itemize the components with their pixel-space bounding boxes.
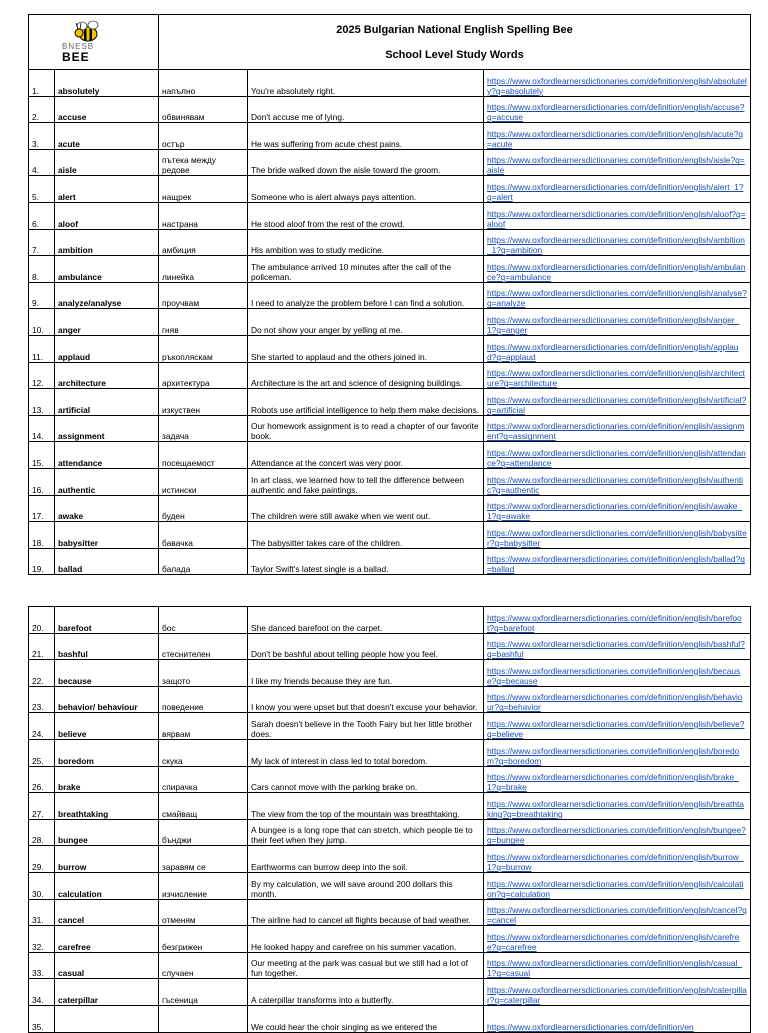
table-row	[29, 660, 751, 687]
logo-big-text: BEE	[62, 50, 90, 64]
spelling-word: bashful	[55, 633, 159, 660]
dictionary-link[interactable]: https://www.oxfordlearnersdictionaries.com/definition/english/authentic?q=authentic	[487, 474, 744, 495]
example-sentence: I know you were upset but that doesn't excuse your behavior.	[248, 686, 484, 713]
dictionary-link[interactable]: https://www.oxfordlearnersdictionaries.com/definition/english/bungee?q=bungee	[487, 825, 746, 846]
dictionary-link-cell	[484, 256, 751, 283]
dictionary-link-cell	[484, 362, 751, 389]
spelling-word: bungee	[55, 819, 159, 846]
example-sentence: A caterpillar transforms into a butterfly.	[248, 979, 484, 1006]
example-sentence: The bride walked down the aisle toward the groom.	[248, 149, 484, 176]
example-sentence: Someone who is alert always pays attention.	[248, 176, 484, 203]
logo-cell	[29, 15, 159, 70]
table-row	[29, 123, 751, 150]
bulgarian-translation: вярвам	[159, 713, 248, 740]
row-number: 33.	[29, 952, 55, 979]
spelling-word: aisle	[55, 149, 159, 176]
dictionary-link-cell	[484, 686, 751, 713]
dictionary-link[interactable]: https://www.oxfordlearnersdictionaries.com/definition/english/brake_1?q=brake	[487, 772, 739, 793]
dictionary-link[interactable]: https://www.oxfordlearnersdictionaries.com/definition/english/cancel?q=cancel	[487, 905, 747, 926]
dictionary-link[interactable]: https://www.oxfordlearnersdictionaries.com/definition/english/acute?q=acute	[487, 128, 744, 149]
header-row	[29, 15, 751, 70]
example-sentence: She started to applaud and the others joined in.	[248, 335, 484, 362]
example-sentence: He was suffering from acute chest pains.	[248, 123, 484, 150]
bulgarian-translation: случаен	[159, 952, 248, 979]
bulgarian-translation: спирачка	[159, 766, 248, 793]
table-row	[29, 415, 751, 442]
page-title: 2025 Bulgarian National English Spelling Bee	[336, 23, 573, 36]
row-number: 26.	[29, 766, 55, 793]
spelling-word: babysitter	[55, 522, 159, 549]
table-row	[29, 495, 751, 522]
example-sentence: You're absolutely right.	[248, 70, 484, 97]
bulgarian-translation: заравям се	[159, 846, 248, 873]
table-row	[29, 256, 751, 283]
example-sentence: Architecture is the art and science of designing buildings.	[248, 362, 484, 389]
example-sentence: The ambulance arrived 10 minutes after the call of the policeman.	[248, 256, 484, 283]
spelling-word: architecture	[55, 362, 159, 389]
spelling-word: acute	[55, 123, 159, 150]
example-sentence: A bungee is a long rope that can stretch, which people tie to their feet when they jump.	[248, 819, 484, 846]
dictionary-link[interactable]: https://www.oxfordlearnersdictionaries.com/definition/english/attendance?q=attendance	[487, 447, 746, 468]
dictionary-link-cell	[484, 229, 751, 256]
row-number: 34.	[29, 979, 55, 1006]
word-table-2	[28, 606, 751, 1033]
dictionary-link[interactable]: https://www.oxfordlearnersdictionaries.com/definition/english/assignment?q=assignment	[487, 421, 745, 442]
spelling-word: artificial	[55, 389, 159, 416]
spelling-word: assignment	[55, 415, 159, 442]
row-number: 30.	[29, 872, 55, 899]
spelling-word: authentic	[55, 468, 159, 495]
row-number: 4.	[29, 149, 55, 176]
dictionary-link[interactable]: https://www.oxfordlearnersdictionaries.com/definition/en	[487, 1021, 694, 1032]
dictionary-link-cell	[484, 415, 751, 442]
table-row	[29, 1005, 751, 1032]
table-row	[29, 793, 751, 820]
spelling-word: casual	[55, 952, 159, 979]
spelling-word: barefoot	[55, 607, 159, 634]
example-sentence: I like my friends because they are fun.	[248, 660, 484, 687]
example-sentence: He stood aloof from the rest of the crowd.	[248, 202, 484, 229]
example-sentence: Earthworms can burrow deep into the soil.	[248, 846, 484, 873]
example-sentence: In art class, we learned how to tell the difference between authentic and fake paintings.	[248, 468, 484, 495]
dictionary-link-cell	[484, 739, 751, 766]
bulgarian-translation: линейка	[159, 256, 248, 283]
dictionary-link-cell	[484, 952, 751, 979]
row-number: 9.	[29, 282, 55, 309]
dictionary-link[interactable]: https://www.oxfordlearnersdictionaries.com/definition/english/applaud?q=applaud	[487, 341, 739, 362]
dictionary-link-cell	[484, 713, 751, 740]
bulgarian-translation: настрана	[159, 202, 248, 229]
bulgarian-translation: задача	[159, 415, 248, 442]
bulgarian-translation: истински	[159, 468, 248, 495]
example-sentence: The children were still awake when we went out.	[248, 495, 484, 522]
dictionary-link[interactable]: https://www.oxfordlearnersdictionaries.com/definition/english/calculation?q=calculation	[487, 878, 744, 899]
table-row	[29, 335, 751, 362]
dictionary-link[interactable]: https://www.oxfordlearnersdictionaries.com/definition/english/absolutely?q=absolutely	[487, 75, 747, 96]
spelling-word: aloof	[55, 202, 159, 229]
bulgarian-translation: стеснителен	[159, 633, 248, 660]
row-number: 24.	[29, 713, 55, 740]
dictionary-link[interactable]: https://www.oxfordlearnersdictionaries.com/definition/english/awake_1?q=awake	[487, 501, 743, 522]
dictionary-link[interactable]: https://www.oxfordlearnersdictionaries.com/definition/english/casual_1?q=casual	[487, 958, 743, 979]
row-number: 19.	[29, 548, 55, 575]
dictionary-link-cell	[484, 548, 751, 575]
dictionary-link-cell	[484, 899, 751, 926]
example-sentence: The view from the top of the mountain was breathtaking.	[248, 793, 484, 820]
dictionary-link-cell	[484, 660, 751, 687]
row-number: 7.	[29, 229, 55, 256]
bulgarian-translation: изкуствен	[159, 389, 248, 416]
title-cell	[159, 15, 751, 70]
table-row	[29, 686, 751, 713]
example-sentence: He looked happy and carefree on his summer vacation.	[248, 926, 484, 953]
table-row	[29, 766, 751, 793]
bulgarian-translation: гняв	[159, 309, 248, 336]
bulgarian-translation: безгрижен	[159, 926, 248, 953]
bulgarian-translation: буден	[159, 495, 248, 522]
dictionary-link-cell	[484, 819, 751, 846]
spelling-word: accuse	[55, 96, 159, 123]
dictionary-link[interactable]: https://www.oxfordlearnersdictionaries.com/definition/english/caterpillar?q=caterpillar	[487, 984, 747, 1005]
dictionary-link[interactable]: https://www.oxfordlearnersdictionaries.com/definition/english/carefree?q=carefree	[487, 931, 740, 952]
bulgarian-translation: гъсеница	[159, 979, 248, 1006]
example-sentence: Don't accuse me of lying.	[248, 96, 484, 123]
bulgarian-translation: ръкопляскам	[159, 335, 248, 362]
spelling-word: carefree	[55, 926, 159, 953]
bulgarian-translation: амбиция	[159, 229, 248, 256]
row-number: 3.	[29, 123, 55, 150]
example-sentence: We could hear the choir singing as we entered the	[248, 1005, 484, 1032]
dictionary-link[interactable]: https://www.oxfordlearnersdictionaries.com/definition/english/anger_1?q=anger	[487, 314, 740, 335]
dictionary-link-cell	[484, 176, 751, 203]
dictionary-link[interactable]: https://www.oxfordlearnersdictionaries.com/definition/english/breathtaking?q=breathtaking	[487, 798, 744, 819]
spelling-word: caterpillar	[55, 979, 159, 1006]
example-sentence: Cars cannot move with the parking brake on.	[248, 766, 484, 793]
spelling-word: breathtaking	[55, 793, 159, 820]
bulgarian-translation: нащрек	[159, 176, 248, 203]
spelling-word: absolutely	[55, 70, 159, 97]
example-sentence: The airline had to cancel all flights because of bad weather.	[248, 899, 484, 926]
table-row	[29, 282, 751, 309]
dictionary-link[interactable]: https://www.oxfordlearnersdictionaries.com/definition/english/because?q=because	[487, 665, 741, 686]
word-table-1	[28, 14, 751, 575]
bulgarian-translation: смайващ	[159, 793, 248, 820]
spelling-word	[55, 1005, 159, 1032]
bulgarian-translation: бънджи	[159, 819, 248, 846]
dictionary-link-cell	[484, 793, 751, 820]
row-number: 8.	[29, 256, 55, 283]
table-row	[29, 442, 751, 469]
spelling-word: brake	[55, 766, 159, 793]
spelling-word: awake	[55, 495, 159, 522]
dictionary-link-cell	[484, 96, 751, 123]
bulgarian-translation: проучвам	[159, 282, 248, 309]
dictionary-link-cell	[484, 633, 751, 660]
dictionary-link[interactable]: https://www.oxfordlearnersdictionaries.com/definition/english/bashful?q=bashful	[487, 639, 745, 660]
bulgarian-translation: отменям	[159, 899, 248, 926]
row-number: 15.	[29, 442, 55, 469]
dictionary-link-cell	[484, 282, 751, 309]
dictionary-link-cell	[484, 979, 751, 1006]
dictionary-link[interactable]: https://www.oxfordlearnersdictionaries.com/definition/english/aloof?q=aloof	[487, 208, 746, 229]
dictionary-link[interactable]: https://www.oxfordlearnersdictionaries.com/definition/english/artificial?q=artificial	[487, 394, 747, 415]
dictionary-link-cell	[484, 123, 751, 150]
dictionary-link-cell	[484, 335, 751, 362]
table-row	[29, 176, 751, 203]
spelling-word: applaud	[55, 335, 159, 362]
spelling-word: ambulance	[55, 256, 159, 283]
dictionary-link-cell	[484, 468, 751, 495]
table-row	[29, 607, 751, 634]
spelling-word: alert	[55, 176, 159, 203]
table-row	[29, 229, 751, 256]
logo-small-text: BNESB	[62, 42, 95, 51]
table-row	[29, 739, 751, 766]
bulgarian-translation: изчисление	[159, 872, 248, 899]
dictionary-link[interactable]: https://www.oxfordlearnersdictionaries.com/definition/english/ballad?q=ballad	[487, 554, 745, 575]
dictionary-link[interactable]: https://www.oxfordlearnersdictionaries.com/definition/english/boredom?q=boredom	[487, 745, 740, 766]
spelling-word: ambition	[55, 229, 159, 256]
bulgarian-translation: бос	[159, 607, 248, 634]
spelling-word: cancel	[55, 899, 159, 926]
example-sentence: I need to analyze the problem before I can find a solution.	[248, 282, 484, 309]
bulgarian-translation	[159, 1005, 248, 1032]
row-number: 20.	[29, 607, 55, 634]
bulgarian-translation: обвинявам	[159, 96, 248, 123]
dictionary-link-cell	[484, 607, 751, 634]
table-row	[29, 522, 751, 549]
table-row	[29, 362, 751, 389]
table-row	[29, 70, 751, 97]
dictionary-link-cell	[484, 1005, 751, 1032]
spelling-word: boredom	[55, 739, 159, 766]
table-row	[29, 872, 751, 899]
bee-logo	[32, 16, 155, 68]
table-row	[29, 713, 751, 740]
bulgarian-translation: балада	[159, 548, 248, 575]
example-sentence: Robots use artificial intelligence to help them make decisions.	[248, 389, 484, 416]
page-subtitle: School Level Study Words	[385, 48, 524, 61]
row-number: 32.	[29, 926, 55, 953]
example-sentence: His ambition was to study medicine.	[248, 229, 484, 256]
row-number: 5.	[29, 176, 55, 203]
table-row	[29, 819, 751, 846]
dictionary-link-cell	[484, 766, 751, 793]
example-sentence: Our meeting at the park was casual but we still had a lot of fun together.	[248, 952, 484, 979]
row-number: 22.	[29, 660, 55, 687]
spelling-word: analyze/analyse	[55, 282, 159, 309]
row-number: 17.	[29, 495, 55, 522]
dictionary-link[interactable]: https://www.oxfordlearnersdictionaries.com/definition/english/believe?q=believe	[487, 718, 745, 739]
example-sentence: My lack of interest in class led to total boredom.	[248, 739, 484, 766]
bulgarian-translation: скука	[159, 739, 248, 766]
document-page-2	[28, 606, 750, 1033]
spelling-word: ballad	[55, 548, 159, 575]
dictionary-link[interactable]: https://www.oxfordlearnersdictionaries.com/definition/english/accuse?q=accuse	[487, 102, 745, 123]
row-number: 1.	[29, 70, 55, 97]
dictionary-link-cell	[484, 872, 751, 899]
row-number: 27.	[29, 793, 55, 820]
row-number: 18.	[29, 522, 55, 549]
table-row	[29, 149, 751, 176]
example-sentence: Attendance at the concert was very poor.	[248, 442, 484, 469]
table-row	[29, 309, 751, 336]
spelling-word: attendance	[55, 442, 159, 469]
row-number: 14.	[29, 415, 55, 442]
dictionary-link[interactable]: https://www.oxfordlearnersdictionaries.com/definition/english/ambition_1?q=ambition	[487, 235, 745, 256]
spelling-word: believe	[55, 713, 159, 740]
dictionary-link-cell	[484, 846, 751, 873]
bulgarian-translation: напълно	[159, 70, 248, 97]
table-row	[29, 633, 751, 660]
dictionary-link[interactable]: https://www.oxfordlearnersdictionaries.com/definition/english/alert_1?q=alert	[487, 181, 744, 202]
dictionary-link[interactable]: https://www.oxfordlearnersdictionaries.com/definition/english/burrow_1?q=burrow	[487, 851, 744, 872]
table-row	[29, 96, 751, 123]
table-row	[29, 468, 751, 495]
dictionary-link-cell	[484, 202, 751, 229]
document-page-1	[28, 14, 750, 575]
example-sentence: Sarah doesn't believe in the Tooth Fairy but her little brother does.	[248, 713, 484, 740]
bulgarian-translation: защото	[159, 660, 248, 687]
row-number: 23.	[29, 686, 55, 713]
row-number: 2.	[29, 96, 55, 123]
row-number: 6.	[29, 202, 55, 229]
spelling-word: calculation	[55, 872, 159, 899]
row-number: 16.	[29, 468, 55, 495]
bulgarian-translation: посещаемост	[159, 442, 248, 469]
spelling-word: anger	[55, 309, 159, 336]
table-row	[29, 389, 751, 416]
row-number: 28.	[29, 819, 55, 846]
row-number: 11.	[29, 335, 55, 362]
example-sentence: By my calculation, we will save around 200 dollars this month.	[248, 872, 484, 899]
dictionary-link[interactable]: https://www.oxfordlearnersdictionaries.com/definition/english/babysitter?q=babysitter	[487, 527, 747, 548]
table-row	[29, 548, 751, 575]
dictionary-link-cell	[484, 495, 751, 522]
bulgarian-translation: бавачка	[159, 522, 248, 549]
dictionary-link-cell	[484, 309, 751, 336]
dictionary-link-cell	[484, 926, 751, 953]
bulgarian-translation: поведение	[159, 686, 248, 713]
example-sentence: The babysitter takes care of the children.	[248, 522, 484, 549]
bee-icon	[70, 18, 104, 44]
row-number: 29.	[29, 846, 55, 873]
bulgarian-translation: архитектура	[159, 362, 248, 389]
table-row	[29, 979, 751, 1006]
row-number: 12.	[29, 362, 55, 389]
dictionary-link-cell	[484, 442, 751, 469]
spelling-word: because	[55, 660, 159, 687]
example-sentence: She danced barefoot on the carpet.	[248, 607, 484, 634]
spelling-word: burrow	[55, 846, 159, 873]
table-row	[29, 899, 751, 926]
dictionary-link[interactable]: https://www.oxfordlearnersdictionaries.com/definition/english/analyse?q=analyze	[487, 288, 747, 309]
example-sentence: Taylor Swift's latest single is a ballad.	[248, 548, 484, 575]
dictionary-link-cell	[484, 70, 751, 97]
bulgarian-translation: пътека между редове	[159, 149, 248, 176]
spelling-word: behavior/ behaviour	[55, 686, 159, 713]
dictionary-link[interactable]: https://www.oxfordlearnersdictionaries.com/definition/english/aisle?q=aisle	[487, 155, 745, 176]
row-number: 25.	[29, 739, 55, 766]
table-row	[29, 202, 751, 229]
dictionary-link-cell	[484, 522, 751, 549]
row-number: 10.	[29, 309, 55, 336]
dictionary-link[interactable]: https://www.oxfordlearnersdictionaries.com/definition/english/behaviour?q=behavior	[487, 692, 743, 713]
example-sentence: Don't be bashful about telling people how you feel.	[248, 633, 484, 660]
table-row	[29, 846, 751, 873]
bulgarian-translation: остър	[159, 123, 248, 150]
example-sentence: Our homework assignment is to read a chapter of our favorite book.	[248, 415, 484, 442]
table-row	[29, 926, 751, 953]
row-number: 13.	[29, 389, 55, 416]
dictionary-link-cell	[484, 149, 751, 176]
row-number: 31.	[29, 899, 55, 926]
dictionary-link[interactable]: https://www.oxfordlearnersdictionaries.com/definition/english/barefoot?q=barefoot	[487, 612, 742, 633]
dictionary-link[interactable]: https://www.oxfordlearnersdictionaries.com/definition/english/ambulance?q=ambulance	[487, 261, 746, 282]
row-number: 21.	[29, 633, 55, 660]
row-number: 35.	[29, 1005, 55, 1032]
table-row	[29, 952, 751, 979]
example-sentence: Do not show your anger by yelling at me.	[248, 309, 484, 336]
dictionary-link[interactable]: https://www.oxfordlearnersdictionaries.com/definition/english/architecture?q=architecture	[487, 368, 745, 389]
dictionary-link-cell	[484, 389, 751, 416]
